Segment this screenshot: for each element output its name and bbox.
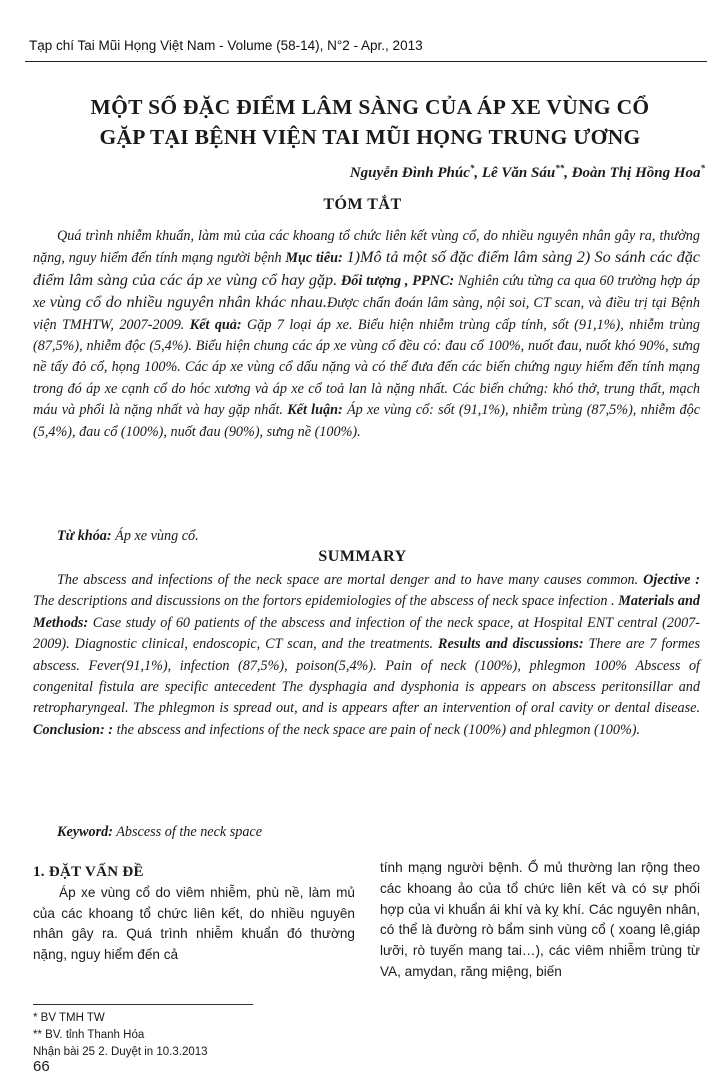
author-3: Đoàn Thị Hồng Hoa	[571, 165, 701, 181]
tu-khoa-label: Từ khóa:	[57, 528, 112, 544]
running-header: Tạp chí Tai Mũi Họng Việt Nam - Volume (58-14), N°2 - Apr., 2013	[29, 38, 423, 53]
tom-tat-keywords	[57, 528, 199, 545]
materials-text: Case study of 60 patients of the abscess and infection of the neck space, at Hospital ENT central (2007-2009). Diagnostic clinical, endoscopic, CT scan, and the treatments.	[33, 614, 701, 653]
footnote-2: ** BV. tỉnh Thanh Hóa	[33, 1029, 145, 1041]
materials-label: Materials and Methods:	[33, 593, 700, 631]
section-heading: 1. ĐẶT VẤN ĐỀ	[33, 864, 144, 880]
conclusion-text: the abscess and infections of the neck space are pain of neck (100%) and phlegmon (100%).	[116, 721, 641, 738]
author-list: Nguyễn Đình Phúc*, Lê Văn Sáu**, Đoàn Thị Hồng Hoa*	[349, 163, 705, 181]
ket-qua-text: Gặp 7 loại áp xe. Biểu hiện nhiễm trùng cấp tính, sốt (91,1%), nhiễm trùng (87,5%), nhiễm độc (5,4%). Biểu hiện chung các áp xe vùng cổ đều có: đau cổ 100%, nuốt đau, nuốt khó 90%, sưng nề tấy đỏ cổ, họng 100%. Các áp xe vùng cổ dấu nặng và có thể đưa đến các biến chứng nguy hiểm đến tính mạng trong đó áp xe cạnh cổ do hóc xương và áp xe cổ toả lan là nặng nhất. Các biến chứng: khó thở, trung thất, mạch máu và phổi là nặng nhất và hay gặp nhất.	[33, 316, 700, 419]
header-rule	[25, 61, 707, 62]
right-column	[380, 858, 700, 983]
objective-label: Ojective :	[643, 572, 701, 588]
muc-tieu-text: 1)Mô tả một số đặc điểm lâm sàng 2) So sánh các đặc điểm lâm sàng của các áp xe vùng cổ hay gặp.	[33, 248, 700, 289]
doi-tuong-text-a: Nghiên cứu từng ca qua 60 trường hợp áp xe	[33, 272, 701, 312]
summary-intro: The abscess and infections of the neck space are mortal denger and to have many causes common.	[57, 572, 639, 588]
tu-khoa-text: Áp xe vùng cổ.	[115, 528, 199, 544]
tom-tat-abstract	[33, 226, 700, 443]
summary-abstract	[33, 570, 700, 741]
ket-luan-text: Áp xe vùng cổ: sốt (91,1%), nhiễm trùng (87,5%), nhiễm độc (5,4%), đau cổ (100%), nuốt đau (90%), sưng nề (100%).	[33, 402, 701, 440]
summary-keywords	[57, 824, 262, 841]
title-line-1: MỘT SỐ ĐẶC ĐIỂM LÂM SÀNG CỦA ÁP XE VÙNG CỔ	[90, 95, 650, 119]
objective-text: The descriptions and discussions on the fortors epidemiologies of the abscess of neck space infection .	[33, 593, 615, 610]
ket-qua-label: Kết quả:	[189, 316, 242, 333]
doi-tuong-label: Đối tượng , PPNC:	[341, 272, 455, 289]
author-1: Nguyễn Đình Phúc	[349, 165, 470, 181]
doi-tuong-text-b: vùng cổ do nhiều nguyên nhân khác nhau.	[49, 293, 327, 312]
title-line-2: GẶP TẠI BỆNH VIỆN TAI MŨI HỌNG TRUNG ƯƠNG	[99, 125, 641, 149]
tom-tat-heading: TÓM TẮT	[323, 196, 402, 213]
keyword-text: Abscess of the neck space	[116, 824, 263, 840]
footnote-3: Nhận bài 25 2. Duyệt in 10.3.2013	[33, 1046, 208, 1058]
results-text: There are 7 formes abscess. Fever(91,1%), infection (87,5%), poison(5,4%). Pain of neck (100%), phlegmon 100% Abscess of congenital fistula are specific antecedent The dysphagia and dysphonia is appears on abscess peritonsillar and retropharyngeal. The phlegmon is spread out, and is appears after an intervention of oral cavity or dental disease.	[33, 636, 700, 717]
left-column-paragraph: Áp xe vùng cổ do viêm nhiễm, phù nề, làm mủ của các khoang tổ chức liên kết, do nhiều nguyên nhân gây ra. Quá trình nhiễm khuẩn đó thường nặng, nguy hiểm đến cả	[33, 884, 355, 963]
footnote-rule	[33, 1004, 253, 1005]
doi-tuong-text-c: Được chẩn đoán lâm sàng, nội soi, CT scan, và điều trị tại Bệnh viện TMHTW, 2007-2009.	[33, 295, 700, 333]
left-column	[33, 862, 355, 966]
page-number: 66	[33, 1058, 50, 1075]
ket-luan-label: Kết luận:	[287, 402, 343, 419]
right-column-paragraph: tính mạng người bệnh. Ổ mủ thường lan rộng theo các khoang ảo của tổ chức liên kết và có sự phối hợp của vi khuẩn ái khí và kỵ khí. Các nguyên nhân, có thể là đường rò bẩm sinh vùng cổ ( xoang lê,giáp lưỡi, rò tuyến mang tai…), các viêm nhiễm trùng từ VA, amydan, răng miệng, biến	[380, 860, 700, 979]
muc-tieu-label: Mục tiêu:	[285, 250, 343, 267]
article-title	[40, 92, 700, 152]
conclusion-label: Conclusion: :	[33, 721, 114, 738]
author-2: Lê Văn Sáu	[481, 165, 556, 181]
author-1-mark: *	[469, 163, 475, 173]
footnotes	[33, 1010, 208, 1061]
results-label: Results and discussions:	[438, 636, 584, 653]
footnote-1: * BV TMH TW	[33, 1012, 105, 1024]
keyword-label: Keyword:	[57, 824, 113, 840]
author-3-mark: *	[700, 163, 705, 173]
author-2-mark: **	[555, 163, 565, 173]
summary-heading: SUMMARY	[318, 548, 407, 565]
tom-tat-intro: Quá trình nhiễm khuẩn, làm mủ của các khoang tổ chức liên kết vùng cổ, do nhiều nguyên nhân gây ra, thường nặng, nguy hiểm đến tính mạng người bệnh	[33, 228, 700, 267]
